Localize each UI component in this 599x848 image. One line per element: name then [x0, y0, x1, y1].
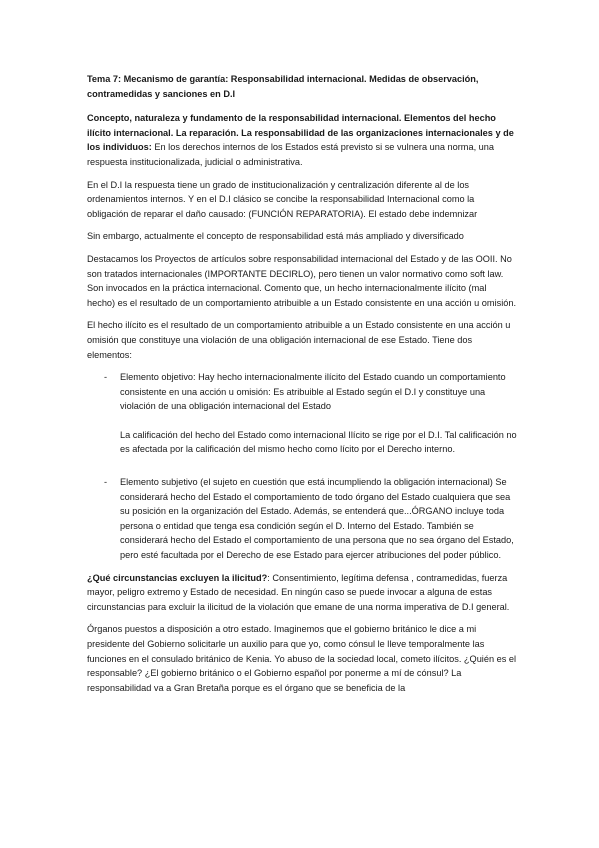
elemento-objetivo-sub: La calificación del hecho del Estado como internacional Ilícito se rige por el D.I. Tal calificación no es afectada por la calificación del mismo hecho como lícito por el Derecho interno. [120, 429, 517, 455]
paragraph-organos: Órganos puestos a disposición a otro estado. Imaginemos que el gobierno británico le dice a mi presidente del Gobierno solicitarle un auxilio para que yo, como cónsul le lleve temporalmente las funciones en el consulado británico de Kenia. Yo abuso de la sociedad local, cometo ilícitos. ¿Quién es el responsable? ¿El gobierno británico o el Gobierno español por ponerme a mí de cónsul? La responsabilidad va a Gran Bretaña porque es el órgano que se beneficia de la [87, 624, 517, 693]
paragraph-proyectos-articulos: Destacamos los Proyectos de artículos sobre responsabilidad internacional del Estado y de las OOII. No son tratados internacionales (IMPORTANTE DECIRLO), pero tienen un valor normativo como soft law. Son invocados en la práctica internacional. Comento que, un hecho internacionalmente ilícito (mal hecho) es el resultado de un comportamiento atribuible a un Estado consistente en una acción u omisión. [87, 253, 517, 308]
elements-list [87, 370, 517, 563]
section-heading: Concepto, naturaleza y fundamento de la responsabilidad internacional. Elementos del hecho ilícito internacional. La reparación. La responsabilidad de las organizaciones internacionales y de los individuos: [87, 113, 514, 153]
paragraph-institucionalizacion: En el D.I la respuesta tiene un grado de institucionalización y centralización diferente al de los ordenamientos internos. Y en el D.I clásico se concibe la responsabilidad Internacional como la obligación de reparar el daño causado: (FUNCIÓN REPARATORIA). El estado debe indemnizar [87, 179, 478, 219]
list-item-elemento-subjetivo [87, 475, 517, 563]
circunstancias-heading: ¿Qué circunstancias excluyen la ilicitud? [87, 572, 268, 583]
document-body [87, 72, 517, 703]
bullet-dash: - [104, 372, 108, 383]
document-title: Tema 7: Mecanismo de garantía: Responsabilidad internacional. Medidas de observación, contramedidas y sanciones en D.I [87, 74, 479, 99]
circunstancias-body: : Consentimiento, legítima defensa , contramedidas, fuerza mayor, peligro extremo y Estado de necesidad. En ningún caso se puede invocar a alguna de estas circunstancias para excluir la ilicitud de la violación que emane de una norma imperativa de D.I general. [87, 572, 510, 612]
section-intro: En los derechos internos de los Estados está previsto si se vulnera una norma, una respuesta institucionalizada, judicial o administrativa. [87, 142, 494, 167]
paragraph-concepto-ampliado: Sin embargo, actualmente el concepto de responsabilidad está más ampliado y diversificado [87, 231, 464, 242]
elemento-objetivo-text: Elemento objetivo: Hay hecho internacionalmente ilícito del Estado cuando un comportamiento consistente en una acción u omisión: Es atribuible al Estado según el D.I y constituye una violación de una obligación internacional del Estado [120, 372, 506, 412]
list-item-elemento-objetivo [87, 370, 517, 457]
bullet-dash: - [104, 477, 108, 488]
elemento-subjetivo-text: Elemento subjetivo (el sujeto en cuestión que está incumpliendo la obligación internacional) Se considerará hecho del Estado el comportamiento de todo órgano del Estado cualquiera que sea su posición en la organización del Estado. Además, se entenderá que...ÓRGANO incluye toda persona o entidad que tenga esa condición según el D. Interno del Estado. También se considerará hecho del Estado el comportamiento de una persona que no sea órgano del Estado, pero esté facultada por el Derecho de ese Estado para ejercer atribuciones del poder público. [120, 477, 514, 561]
section-paragraph [87, 111, 517, 169]
paragraph-hecho-ilicito: El hecho ilícito es el resultado de un comportamiento atribuible a un Estado consistente en una acción u omisión que constituye una violación de una obligación internacional de ese Estado. Tiene dos elementos: [87, 320, 511, 360]
paragraph-circunstancias [87, 571, 517, 615]
